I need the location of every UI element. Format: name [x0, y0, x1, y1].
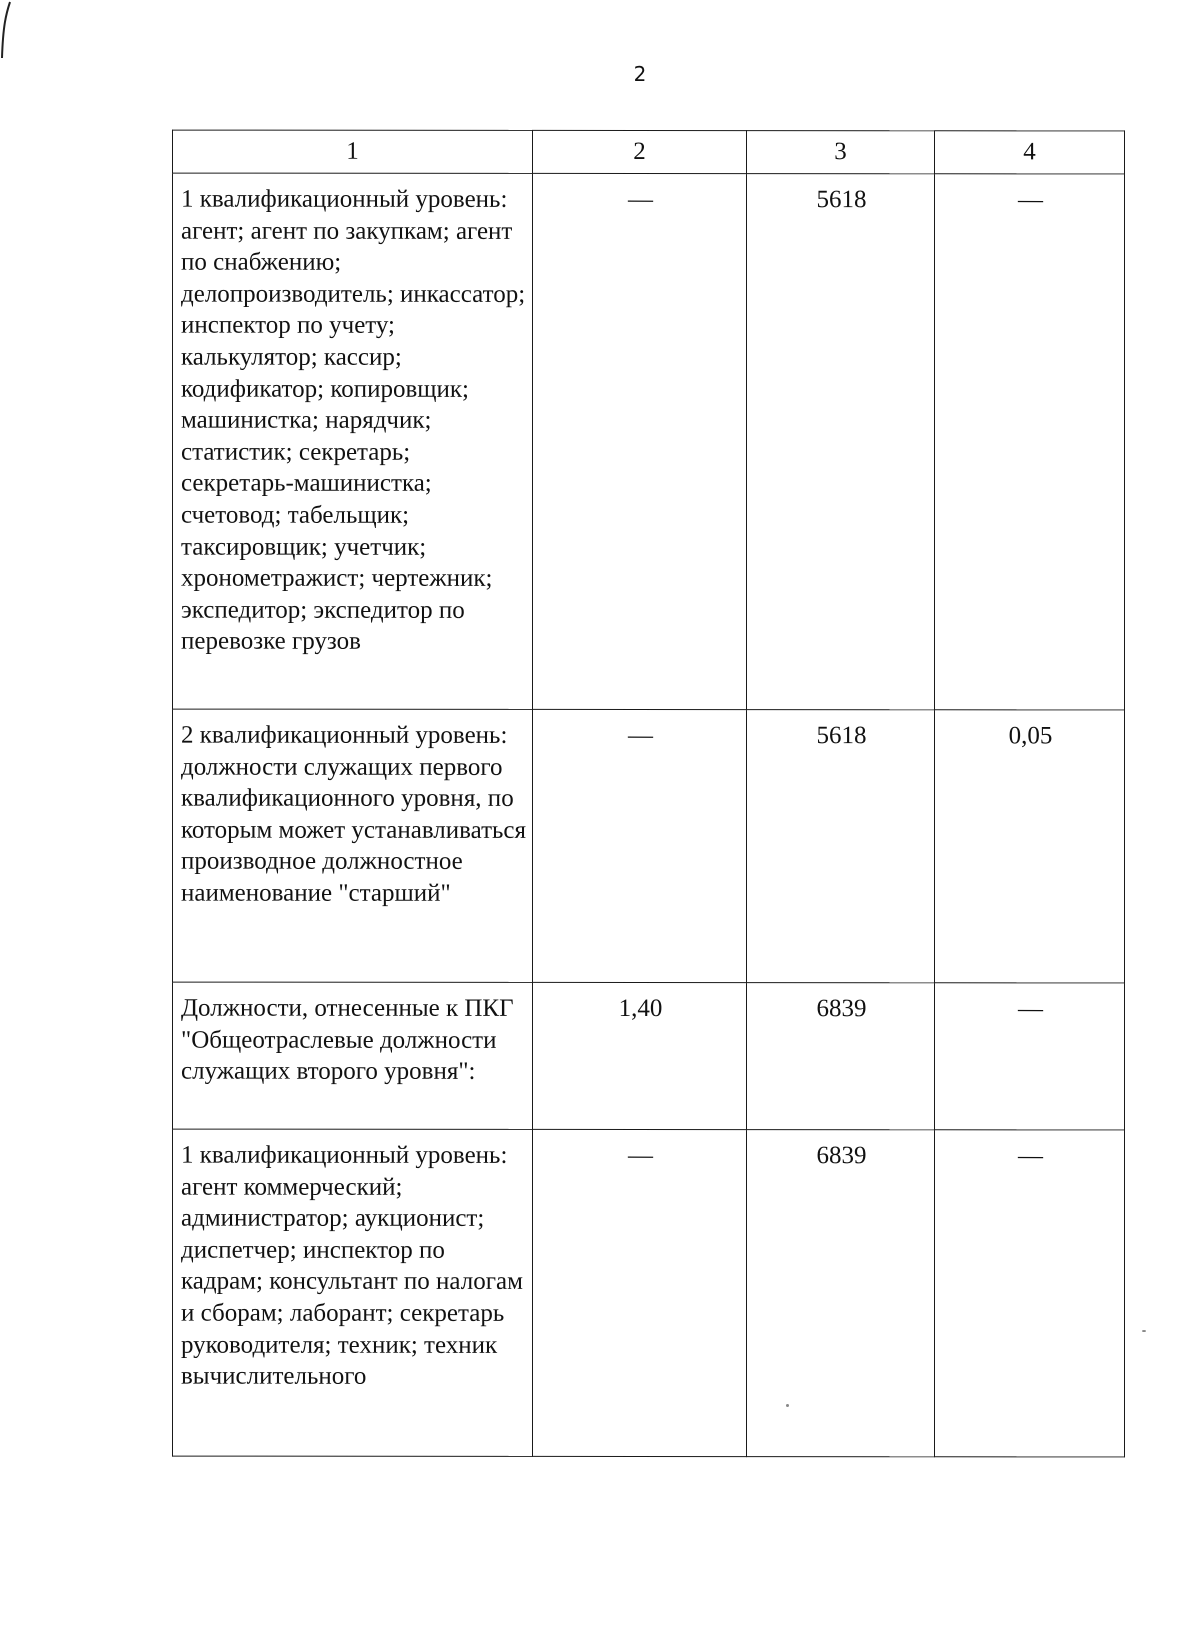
salary-table [172, 130, 1125, 1458]
scan-speck [786, 1404, 789, 1407]
salary-cell: 6839 [747, 1130, 935, 1457]
increase-coefficient-cell: — [935, 983, 1125, 1130]
table-header-row [173, 130, 1125, 174]
coefficient-cell: 1,40 [533, 982, 747, 1129]
scan-edge-mark [0, 0, 12, 60]
increase-coefficient-cell: 0,05 [935, 710, 1125, 983]
coefficient-cell: — [533, 1129, 747, 1456]
position-cell: Должности, отнесенные к ПКГ "Общеотраслевые должности служащих второго уровня": [173, 982, 533, 1129]
increase-coefficient-cell: — [935, 174, 1125, 710]
salary-cell: 6839 [747, 983, 935, 1130]
header-cell-3: 3 [747, 131, 935, 174]
header-cell-2: 2 [533, 130, 747, 173]
position-cell: 1 квалификационный уровень: агент коммерческий; администратор; аукционист; диспетчер; инспектор по кадрам; консультант по налогам и сборам; лаборант; секретарь руководителя; техник; техник вычислительного [173, 1129, 533, 1456]
table-row [173, 1129, 1125, 1457]
header-cell-4: 4 [935, 131, 1125, 174]
increase-coefficient-cell: — [935, 1130, 1125, 1457]
table-row [173, 982, 1125, 1130]
table-row [173, 173, 1125, 710]
table-row [173, 709, 1125, 983]
header-cell-1: 1 [173, 130, 533, 173]
position-cell: 1 квалификационный уровень: агент; агент по закупкам; агент по снабжению; делопроизводитель; инкассатор; инспектор по учету; калькулятор; кассир; кодификатор; копировщик; машинистка; нарядчик; статистик; секретарь; секретарь-машинистка; счетовод; табельщик; таксировщик; учетчик; хронометражист; чертежник; экспедитор; экспедитор по перевозке грузов [173, 173, 533, 709]
salary-cell: 5618 [747, 710, 935, 983]
coefficient-cell: — [533, 173, 747, 709]
scan-speck [1142, 1330, 1146, 1332]
position-cell: 2 квалификационный уровень: должности служащих первого квалификационного уровня, по которым может устанавливаться производное должностное наименование "старший" [173, 709, 533, 982]
coefficient-cell: — [533, 709, 747, 982]
salary-cell: 5618 [747, 174, 935, 710]
page-number: 2 [633, 62, 647, 86]
